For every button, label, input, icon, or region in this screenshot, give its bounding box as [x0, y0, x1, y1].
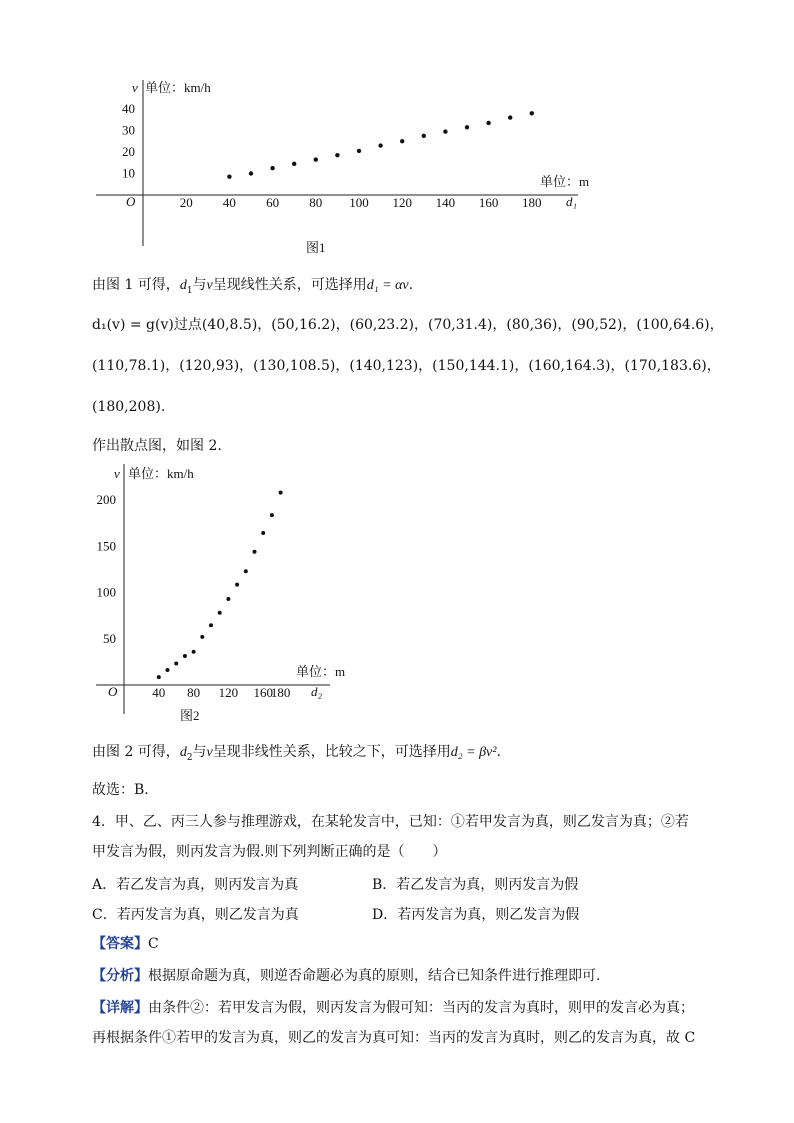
- fig2-x-tick-label: 160: [253, 685, 273, 700]
- fig1-data-point: [335, 153, 339, 157]
- fig1-x-tick-label: 160: [478, 195, 499, 210]
- fig1-data-point: [227, 175, 231, 179]
- fig2-data-point: [244, 569, 248, 573]
- paragraph-points-line2: (110,78.1)，(120,93)，(130,108.5)，(140,123)，(150,144.1)，(160,164.3)，(170,183.6)，: [92, 358, 721, 374]
- option-a: A．若乙发言为真，则丙发言为真: [92, 877, 299, 893]
- fig2-data-point: [279, 491, 283, 495]
- fig1-y-axis-var: v: [132, 80, 138, 95]
- fig1-y-unit-label: 单位：km/h: [145, 80, 211, 95]
- detail-line1: [92, 998, 694, 1018]
- fig2-data-point: [226, 597, 230, 601]
- fig1-x-tick-label: 140: [435, 195, 456, 210]
- question-4-line2: 甲发言为假，则丙发言为假.则下列判断正确的是（ ）: [92, 844, 447, 860]
- fig2-caption: 图2: [180, 708, 200, 723]
- fig2-x-unit-label: 单位：m: [296, 664, 346, 679]
- fig1-x-tick-label: 120: [392, 195, 412, 210]
- figure-1-scatter: [88, 78, 608, 263]
- paragraph-fig2-conclusion: [92, 742, 501, 768]
- fig1-origin: O: [126, 194, 136, 209]
- fig2-data-point: [209, 623, 213, 627]
- paragraph-fig1-conclusion: [92, 275, 413, 301]
- fig2-origin: O: [108, 684, 118, 699]
- fig1-y-tick-label: 20: [122, 144, 135, 159]
- fig2-data-point: [253, 550, 257, 554]
- detail-tag: 【详解】: [92, 1000, 148, 1016]
- analysis-value: 根据原命题为真，则逆否命题必为真的原则，结合已知条件进行推理即可.: [148, 968, 601, 984]
- fig1-y-tick-label: 10: [122, 165, 135, 181]
- fig2-data-point: [261, 531, 265, 535]
- p1-pre: 由图 1 可得，: [92, 277, 180, 293]
- fig2-data-point: [235, 583, 239, 587]
- answer-value: C: [148, 936, 159, 952]
- fig2-data-point: [270, 513, 274, 517]
- fig1-data-point: [530, 111, 534, 115]
- fig1-data-point: [508, 115, 512, 119]
- fig1-y-tick-label: 30: [122, 122, 135, 138]
- fig1-data-point: [378, 143, 382, 147]
- fig2-x-tick-label: 120: [218, 685, 239, 700]
- analysis-line: [92, 966, 600, 986]
- paragraph-choose-b: 故选：B.: [92, 782, 149, 798]
- p6-d-symbol: d: [179, 745, 187, 760]
- fig2-data-point: [174, 662, 178, 666]
- fig1-x-tick-label: 80: [309, 195, 323, 210]
- fig1-data-point: [443, 129, 447, 133]
- fig2-y-tick-label: 150: [96, 538, 116, 554]
- fig1-data-point: [292, 162, 296, 166]
- fig1-x-axis-var: d₁: [566, 194, 578, 209]
- p6-end: .: [496, 744, 501, 760]
- p1-post: 呈现线性关系，可选择用: [212, 277, 367, 293]
- fig1-x-tick-label: 20: [179, 195, 193, 210]
- paragraph-points-line1: d₁(v) = g(v)过点(40,8.5)，(50,16.2)，(60,23.2)，(70,31.4)，(80,36)，(90,52)，(100,64.6)，: [92, 317, 724, 333]
- p1-d-subscript: 1: [186, 285, 193, 296]
- p1-end: .: [408, 277, 414, 293]
- fig2-y-tick-label: 50: [103, 630, 116, 646]
- fig1-x-tick-label: 100: [349, 195, 369, 210]
- fig1-x-tick-label: 40: [222, 195, 236, 210]
- paragraph-make-scatter: 作出散点图，如图 2.: [92, 438, 222, 454]
- option-d: D．若丙发言为真，则乙发言为假: [372, 907, 580, 923]
- fig1-data-point: [422, 134, 426, 138]
- fig2-data-point: [192, 650, 196, 654]
- fig2-y-axis-var: v: [114, 466, 120, 481]
- answer-tag: 【答案】: [92, 936, 148, 952]
- fig2-x-tick-label: 80: [187, 685, 201, 700]
- fig1-data-point: [357, 149, 361, 153]
- paragraph-points-line3: (180,208).: [92, 399, 166, 415]
- fig2-y-tick-label: 100: [96, 584, 116, 600]
- detail-line2: 再根据条件①若甲的发言为真，则乙的发言为真可知：当丙的发言为真时，则乙的发言为真，故 C: [92, 1030, 696, 1046]
- p1-mid: 与: [192, 277, 207, 293]
- fig1-caption: 图1: [306, 240, 326, 255]
- detail-value: 由条件②：若甲发言为假，则丙发言为假可知：当丙的发言为真时，则甲的发言必为真；: [148, 1000, 694, 1016]
- p6-v-symbol: v: [206, 745, 213, 760]
- fig1-data-point: [314, 157, 318, 161]
- answer-line: [92, 934, 159, 954]
- fig2-data-point: [157, 675, 161, 679]
- p6-d-subscript: 2: [186, 752, 193, 763]
- fig2-data-point: [183, 654, 187, 658]
- fig2-y-unit-label: 单位：km/h: [128, 466, 194, 481]
- fig1-data-point: [486, 121, 490, 125]
- question-4-line1: 4．甲、乙、丙三人参与推理游戏，在某轮发言中，已知：①若甲发言为真，则乙发言为真；②若: [92, 814, 689, 830]
- p6-mid: 与: [192, 744, 207, 760]
- p6-formula: d₂ = βv²: [450, 745, 497, 760]
- fig2-x-tick-label: 40: [152, 685, 166, 700]
- fig1-x-unit-label: 单位：m: [540, 174, 590, 189]
- option-b: B．若乙发言为真，则丙发言为假: [372, 877, 579, 893]
- fig1-data-point: [270, 166, 274, 170]
- fig2-data-point: [166, 668, 170, 672]
- fig1-x-tick-label: 60: [266, 195, 280, 210]
- fig1-x-tick-label: 180: [522, 195, 542, 210]
- analysis-tag: 【分析】: [92, 968, 148, 984]
- p1-v-symbol: v: [206, 278, 213, 293]
- p1-d-symbol: d: [179, 278, 187, 293]
- p6-pre: 由图 2 可得，: [92, 744, 180, 760]
- fig2-data-point: [218, 611, 222, 615]
- p6-post: 呈现非线性关系，比较之下，可选择用: [212, 744, 451, 760]
- p1-formula: d₁ = αv: [366, 278, 409, 293]
- fig1-data-point: [465, 125, 469, 129]
- fig2-x-tick-label: 180: [270, 685, 291, 700]
- option-c: C．若丙发言为真，则乙发言为真: [92, 907, 299, 923]
- fig2-x-axis-var: d₂: [311, 684, 323, 699]
- fig1-data-point: [400, 139, 404, 143]
- fig2-y-tick-label: 200: [96, 492, 116, 507]
- fig2-data-point: [200, 635, 204, 639]
- fig1-data-point: [249, 171, 253, 175]
- figure-2-scatter: [92, 462, 362, 730]
- fig1-y-tick-label: 40: [122, 101, 135, 116]
